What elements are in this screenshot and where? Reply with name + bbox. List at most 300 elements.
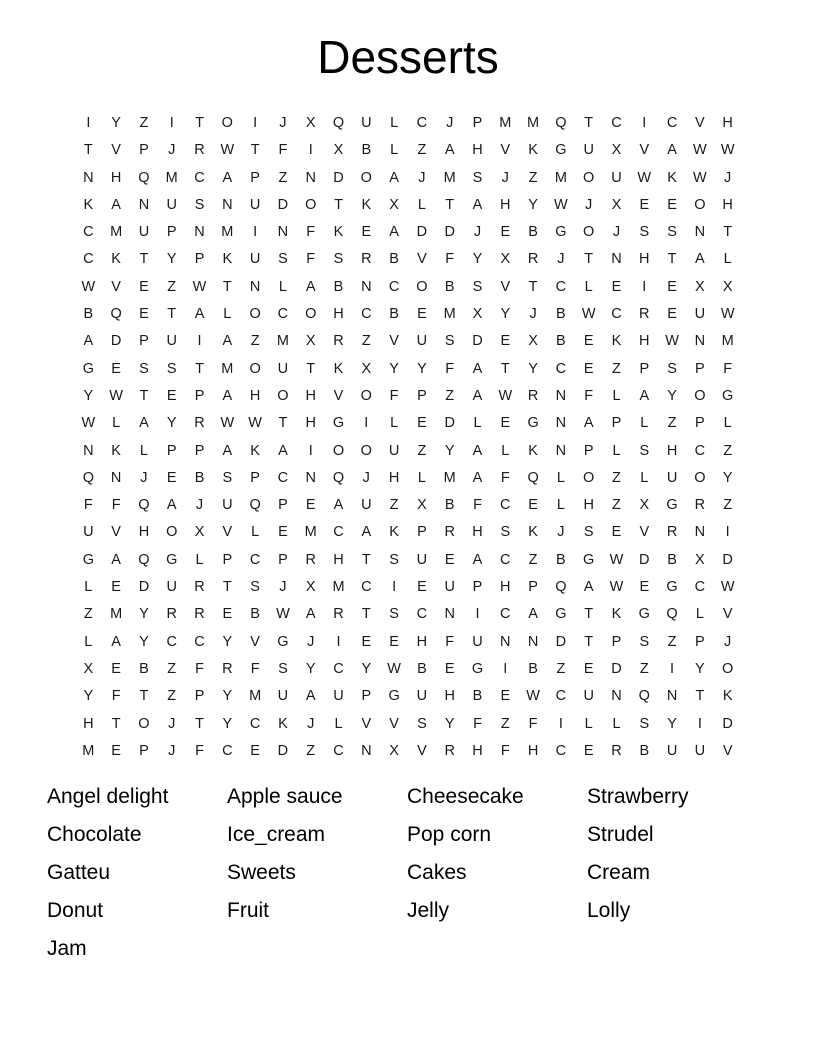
letter-cell[interactable]: Y (139, 606, 149, 623)
letter-cell[interactable]: Z (389, 497, 399, 514)
letter-cell[interactable]: E (305, 497, 316, 514)
letter-cell[interactable]: U (416, 333, 428, 350)
letter-cell[interactable]: K (222, 251, 233, 268)
letter-cell[interactable]: P (611, 633, 622, 650)
letter-cell[interactable]: F (389, 387, 399, 404)
letter-cell[interactable]: O (360, 387, 372, 404)
letter-cell[interactable]: F (250, 660, 260, 677)
letter-cell[interactable]: Q (555, 115, 567, 131)
letter-cell[interactable]: I (308, 142, 313, 159)
letter-cell[interactable]: C (361, 306, 372, 323)
letter-cell[interactable]: X (472, 306, 483, 323)
letter-cell[interactable]: E (361, 224, 372, 241)
letter-cell[interactable]: W (248, 415, 262, 432)
letter-cell[interactable]: V (639, 524, 650, 541)
letter-cell[interactable]: O (166, 524, 178, 541)
letter-cell[interactable]: L (390, 415, 399, 432)
letter-cell[interactable]: W (220, 142, 235, 159)
letter-cell[interactable]: C (166, 633, 177, 650)
letter-cell[interactable]: K (333, 360, 344, 377)
letter-cell[interactable]: L (640, 415, 649, 432)
letter-cell[interactable]: V (417, 251, 427, 268)
letter-cell[interactable]: B (556, 333, 566, 350)
letter-cell[interactable]: A (472, 442, 483, 459)
letter-cell[interactable]: J (307, 633, 315, 650)
letter-cell[interactable]: V (389, 333, 399, 350)
letter-cell[interactable]: V (722, 606, 733, 623)
letter-cell[interactable]: U (166, 196, 177, 213)
letter-cell[interactable]: S (639, 715, 650, 732)
letter-cell[interactable]: X (305, 579, 316, 596)
letter-cell[interactable]: M (721, 333, 734, 350)
letter-cell[interactable]: P (278, 551, 288, 568)
letter-cell[interactable]: X (528, 333, 538, 350)
letter-cell[interactable]: P (583, 442, 594, 459)
letter-cell[interactable]: C (277, 306, 289, 323)
letter-cell[interactable]: A (361, 524, 372, 541)
letter-cell[interactable]: G (583, 551, 595, 568)
letter-cell[interactable]: C (388, 278, 400, 295)
letter-cell[interactable]: U (166, 333, 177, 350)
letter-cell[interactable]: I (475, 606, 480, 623)
letter-cell[interactable]: A (111, 551, 121, 568)
letter-cell[interactable]: U (694, 306, 706, 323)
letter-cell[interactable]: P (695, 633, 705, 650)
letter-cell[interactable]: U (277, 688, 289, 705)
letter-cell[interactable]: Z (556, 660, 566, 677)
letter-cell[interactable]: C (500, 606, 511, 623)
letter-cell[interactable]: P (472, 579, 483, 596)
letter-cell[interactable]: U (444, 579, 455, 596)
letter-cell[interactable]: L (612, 387, 621, 404)
letter-cell[interactable]: F (500, 469, 510, 486)
letter-cell[interactable]: A (166, 497, 177, 514)
letter-cell[interactable]: C (555, 278, 567, 295)
letter-cell[interactable]: X (194, 524, 205, 541)
letter-cell[interactable]: R (194, 415, 205, 432)
letter-cell[interactable]: W (387, 660, 401, 677)
letter-cell[interactable]: K (611, 606, 622, 623)
letter-cell[interactable]: E (278, 524, 288, 541)
letter-cell[interactable]: L (417, 469, 426, 486)
letter-cell[interactable]: A (667, 142, 677, 159)
letter-cell[interactable]: R (639, 306, 650, 323)
letter-cell[interactable]: Z (417, 442, 427, 459)
letter-cell[interactable]: U (472, 633, 483, 650)
letter-cell[interactable]: T (361, 551, 371, 568)
letter-cell[interactable]: C (83, 224, 94, 241)
letter-cell[interactable]: W (498, 387, 513, 404)
letter-cell[interactable]: A (639, 387, 650, 404)
letter-cell[interactable]: A (389, 169, 399, 186)
letter-cell[interactable]: U (583, 142, 594, 159)
letter-cell[interactable]: N (611, 688, 622, 705)
letter-cell[interactable]: R (666, 524, 678, 541)
letter-cell[interactable]: I (364, 415, 369, 432)
letter-cell[interactable]: F (473, 715, 482, 732)
letter-cell[interactable]: F (83, 497, 93, 514)
letter-cell[interactable]: N (500, 633, 511, 650)
letter-cell[interactable]: A (305, 606, 316, 623)
word-list-item[interactable]: Jam (47, 937, 87, 961)
word-list-item[interactable]: Donut (47, 899, 104, 923)
letter-cell[interactable]: Q (638, 688, 650, 705)
letter-cell[interactable]: Y (472, 251, 483, 268)
letter-cell[interactable]: N (666, 688, 678, 705)
letter-cell[interactable]: O (249, 360, 261, 377)
letter-cell[interactable]: T (445, 196, 455, 213)
letter-cell[interactable]: Y (444, 442, 455, 459)
letter-cell[interactable]: T (584, 251, 594, 268)
letter-cell[interactable]: Z (612, 497, 621, 514)
letter-cell[interactable]: Z (723, 442, 733, 459)
word-list-item[interactable]: Jelly (407, 899, 450, 923)
letter-cell[interactable]: K (389, 524, 399, 541)
letter-cell[interactable]: A (194, 306, 205, 323)
letter-cell[interactable]: D (611, 660, 622, 677)
letter-cell[interactable]: N (305, 469, 316, 486)
letter-cell[interactable]: A (278, 442, 288, 459)
letter-cell[interactable]: X (305, 333, 316, 350)
letter-cell[interactable]: T (306, 360, 316, 377)
letter-cell[interactable]: U (583, 688, 594, 705)
letter-cell[interactable]: O (332, 442, 345, 459)
letter-cell[interactable]: C (694, 442, 706, 459)
letter-cell[interactable]: C (416, 606, 428, 623)
letter-cell[interactable]: K (528, 142, 538, 159)
letter-cell[interactable]: C (222, 742, 233, 759)
letter-cell[interactable]: A (583, 579, 594, 596)
letter-cell[interactable]: Q (527, 469, 539, 486)
letter-cell[interactable]: S (639, 633, 650, 650)
letter-cell[interactable]: T (222, 278, 232, 295)
word-list-item[interactable]: Apple sauce (227, 785, 343, 809)
letter-cell[interactable]: N (222, 196, 233, 213)
letter-cell[interactable]: Q (332, 115, 345, 131)
letter-cell[interactable]: O (694, 469, 706, 486)
letter-cell[interactable]: N (361, 278, 372, 295)
letter-cell[interactable]: B (444, 497, 455, 514)
letter-cell[interactable]: T (723, 224, 733, 241)
letter-cell[interactable]: A (305, 278, 316, 295)
letter-cell[interactable]: V (695, 115, 705, 131)
letter-cell[interactable]: W (609, 551, 624, 568)
letter-cell[interactable]: P (194, 442, 205, 459)
letter-cell[interactable]: I (336, 633, 341, 650)
letter-cell[interactable]: B (528, 224, 538, 241)
letter-cell[interactable]: M (443, 306, 456, 323)
letter-cell[interactable]: L (334, 715, 343, 732)
letter-cell[interactable]: X (305, 115, 316, 131)
letter-cell[interactable]: N (83, 169, 94, 186)
letter-cell[interactable]: S (583, 524, 594, 541)
letter-cell[interactable]: L (112, 415, 121, 432)
letter-cell[interactable]: Z (167, 660, 177, 677)
letter-cell[interactable]: M (554, 169, 567, 186)
letter-cell[interactable]: I (253, 115, 258, 131)
letter-cell[interactable]: D (722, 551, 733, 568)
letter-cell[interactable]: A (472, 360, 483, 377)
letter-cell[interactable]: H (639, 251, 650, 268)
letter-cell[interactable]: L (139, 442, 148, 459)
letter-cell[interactable]: H (472, 524, 483, 541)
letter-cell[interactable]: R (611, 742, 622, 759)
letter-cell[interactable]: B (250, 606, 260, 623)
letter-cell[interactable]: C (277, 469, 289, 486)
letter-cell[interactable]: T (139, 251, 149, 268)
letter-cell[interactable]: V (389, 715, 399, 732)
letter-cell[interactable]: E (500, 688, 511, 705)
letter-cell[interactable]: Z (639, 660, 649, 677)
letter-cell[interactable]: C (611, 306, 622, 323)
letter-cell[interactable]: E (417, 415, 427, 432)
letter-cell[interactable]: X (389, 742, 399, 759)
letter-cell[interactable]: C (333, 742, 344, 759)
letter-cell[interactable]: I (642, 278, 647, 295)
letter-cell[interactable]: M (221, 360, 234, 377)
letter-cell[interactable]: H (639, 333, 650, 350)
letter-cell[interactable]: P (166, 224, 177, 241)
letter-cell[interactable]: X (611, 142, 622, 159)
letter-cell[interactable]: T (334, 196, 343, 213)
letter-cell[interactable]: W (526, 688, 540, 705)
letter-cell[interactable]: T (584, 633, 594, 650)
letter-cell[interactable]: K (333, 224, 344, 241)
letter-cell[interactable]: S (500, 524, 511, 541)
letter-cell[interactable]: Y (722, 469, 733, 486)
letter-cell[interactable]: F (306, 224, 316, 241)
letter-cell[interactable]: F (445, 251, 455, 268)
letter-cell[interactable]: H (666, 442, 678, 459)
letter-cell[interactable]: J (612, 224, 621, 241)
letter-cell[interactable]: M (499, 115, 512, 131)
word-list-item[interactable]: Ice_cream (227, 823, 326, 847)
letter-cell[interactable]: U (666, 742, 678, 759)
letter-cell[interactable]: R (333, 333, 344, 350)
letter-cell[interactable]: R (694, 497, 706, 514)
letter-cell[interactable]: F (473, 497, 482, 514)
letter-cell[interactable]: T (361, 606, 371, 623)
letter-cell[interactable]: X (695, 551, 705, 568)
letter-cell[interactable]: L (390, 115, 399, 131)
letter-cell[interactable]: J (195, 497, 204, 514)
letter-cell[interactable]: S (194, 196, 205, 213)
letter-cell[interactable]: E (500, 224, 511, 241)
letter-cell[interactable]: J (724, 169, 732, 186)
letter-cell[interactable]: A (222, 333, 233, 350)
letter-cell[interactable]: Y (166, 415, 177, 432)
letter-cell[interactable]: X (695, 278, 705, 295)
letter-cell[interactable]: E (139, 306, 149, 323)
letter-cell[interactable]: Z (417, 142, 427, 159)
letter-cell[interactable]: A (222, 387, 233, 404)
letter-cell[interactable]: T (195, 360, 204, 377)
letter-cell[interactable]: B (83, 306, 94, 323)
letter-cell[interactable]: E (444, 660, 455, 677)
letter-cell[interactable]: T (528, 278, 538, 295)
letter-cell[interactable]: O (138, 715, 150, 732)
letter-cell[interactable]: Q (666, 606, 678, 623)
letter-cell[interactable]: B (389, 306, 399, 323)
letter-cell[interactable]: V (500, 142, 511, 159)
letter-cell[interactable]: J (473, 224, 482, 241)
letter-cell[interactable]: A (222, 442, 233, 459)
letter-cell[interactable]: H (305, 415, 316, 432)
letter-cell[interactable]: P (695, 415, 705, 432)
letter-cell[interactable]: A (472, 551, 483, 568)
letter-cell[interactable]: S (389, 606, 399, 623)
letter-cell[interactable]: V (111, 278, 121, 295)
letter-cell[interactable]: U (138, 224, 150, 241)
letter-cell[interactable]: M (304, 524, 317, 541)
letter-cell[interactable]: R (194, 606, 205, 623)
letter-cell[interactable]: F (723, 360, 733, 377)
letter-cell[interactable]: B (194, 469, 205, 486)
letter-cell[interactable]: P (528, 579, 538, 596)
letter-cell[interactable]: L (584, 278, 593, 295)
letter-cell[interactable]: L (556, 469, 565, 486)
letter-cell[interactable]: L (278, 278, 287, 295)
letter-cell[interactable]: E (111, 660, 121, 677)
letter-cell[interactable]: E (166, 469, 177, 486)
letter-cell[interactable]: T (139, 387, 149, 404)
letter-cell[interactable]: Y (417, 360, 427, 377)
letter-cell[interactable]: X (722, 278, 733, 295)
letter-cell[interactable]: C (333, 524, 344, 541)
letter-cell[interactable]: A (472, 387, 483, 404)
letter-cell[interactable]: C (361, 579, 372, 596)
letter-cell[interactable]: Z (667, 415, 677, 432)
letter-cell[interactable]: N (555, 442, 567, 459)
letter-cell[interactable]: F (111, 497, 121, 514)
letter-cell[interactable]: C (694, 579, 706, 596)
letter-cell[interactable]: C (416, 115, 428, 131)
letter-cell[interactable]: I (670, 660, 675, 677)
letter-cell[interactable]: V (500, 278, 511, 295)
letter-cell[interactable]: Z (528, 169, 538, 186)
letter-cell[interactable]: Y (222, 715, 233, 732)
letter-cell[interactable]: G (666, 579, 678, 596)
letter-cell[interactable]: Y (305, 660, 316, 677)
letter-cell[interactable]: T (667, 251, 677, 268)
letter-cell[interactable]: N (83, 442, 94, 459)
letter-cell[interactable]: S (472, 278, 483, 295)
letter-cell[interactable]: J (529, 306, 537, 323)
letter-cell[interactable]: O (249, 306, 261, 323)
letter-cell[interactable]: H (305, 387, 316, 404)
word-list-item[interactable]: Sweets (227, 861, 296, 885)
letter-cell[interactable]: F (584, 387, 594, 404)
letter-cell[interactable]: U (666, 469, 678, 486)
letter-cell[interactable]: C (83, 251, 94, 268)
letter-cell[interactable]: E (583, 742, 594, 759)
letter-cell[interactable]: G (555, 606, 567, 623)
letter-cell[interactable]: J (501, 169, 509, 186)
letter-cell[interactable]: E (389, 633, 399, 650)
letter-cell[interactable]: R (444, 742, 455, 759)
letter-cell[interactable]: Y (222, 688, 233, 705)
letter-cell[interactable]: S (667, 360, 677, 377)
letter-cell[interactable]: Z (278, 169, 288, 186)
letter-cell[interactable]: Q (110, 306, 122, 323)
letter-cell[interactable]: A (444, 142, 455, 159)
letter-cell[interactable]: D (277, 196, 289, 213)
letter-cell[interactable]: S (389, 551, 399, 568)
letter-cell[interactable]: W (720, 579, 735, 596)
letter-cell[interactable]: J (724, 633, 732, 650)
letter-cell[interactable]: B (444, 278, 455, 295)
letter-cell[interactable]: N (694, 333, 706, 350)
letter-cell[interactable]: E (417, 306, 427, 323)
letter-cell[interactable]: O (694, 196, 706, 213)
letter-cell[interactable]: Y (528, 360, 538, 377)
letter-cell[interactable]: H (472, 142, 483, 159)
letter-cell[interactable]: E (139, 278, 149, 295)
letter-cell[interactable]: P (139, 333, 149, 350)
letter-cell[interactable]: Y (695, 660, 705, 677)
letter-cell[interactable]: R (444, 524, 455, 541)
letter-cell[interactable]: L (223, 306, 232, 323)
letter-cell[interactable]: N (249, 278, 261, 295)
letter-cell[interactable]: H (722, 115, 733, 131)
letter-cell[interactable]: J (279, 115, 287, 131)
letter-cell[interactable]: E (250, 742, 260, 759)
letter-cell[interactable]: F (111, 688, 121, 705)
letter-cell[interactable]: C (249, 715, 261, 732)
letter-cell[interactable]: H (722, 196, 733, 213)
letter-cell[interactable]: L (195, 551, 204, 568)
letter-cell[interactable]: Q (138, 169, 150, 186)
letter-cell[interactable]: F (528, 715, 538, 732)
letter-cell[interactable]: G (82, 551, 94, 568)
letter-cell[interactable]: J (168, 142, 176, 159)
letter-cell[interactable]: G (388, 688, 400, 705)
letter-cell[interactable]: J (557, 251, 565, 268)
letter-cell[interactable]: E (583, 360, 594, 377)
letter-cell[interactable]: N (694, 224, 706, 241)
letter-cell[interactable]: T (139, 688, 149, 705)
letter-cell[interactable]: U (249, 196, 261, 213)
letter-cell[interactable]: B (472, 688, 483, 705)
letter-cell[interactable]: U (611, 169, 622, 186)
letter-cell[interactable]: B (389, 251, 399, 268)
letter-cell[interactable]: X (417, 497, 427, 514)
letter-cell[interactable]: M (443, 469, 456, 486)
letter-cell[interactable]: L (723, 415, 732, 432)
letter-cell[interactable]: A (111, 633, 121, 650)
letter-cell[interactable]: Q (138, 551, 150, 568)
letter-cell[interactable]: U (83, 524, 94, 541)
letter-cell[interactable]: E (639, 196, 650, 213)
word-list-item[interactable]: Strudel (587, 823, 654, 847)
letter-cell[interactable]: T (83, 142, 93, 159)
letter-cell[interactable]: U (277, 360, 289, 377)
letter-cell[interactable]: G (555, 224, 567, 241)
letter-cell[interactable]: A (83, 333, 94, 350)
letter-cell[interactable]: H (138, 524, 150, 541)
letter-cell[interactable]: W (554, 196, 568, 213)
letter-cell[interactable]: J (585, 196, 593, 213)
letter-cell[interactable]: A (695, 251, 705, 268)
letter-cell[interactable]: Y (83, 387, 94, 404)
letter-cell[interactable]: J (557, 524, 565, 541)
letter-cell[interactable]: S (250, 579, 260, 596)
letter-cell[interactable]: D (138, 579, 150, 596)
letter-cell[interactable]: N (694, 524, 706, 541)
letter-cell[interactable]: V (361, 715, 372, 732)
letter-cell[interactable]: K (528, 442, 538, 459)
letter-cell[interactable]: F (306, 251, 316, 268)
